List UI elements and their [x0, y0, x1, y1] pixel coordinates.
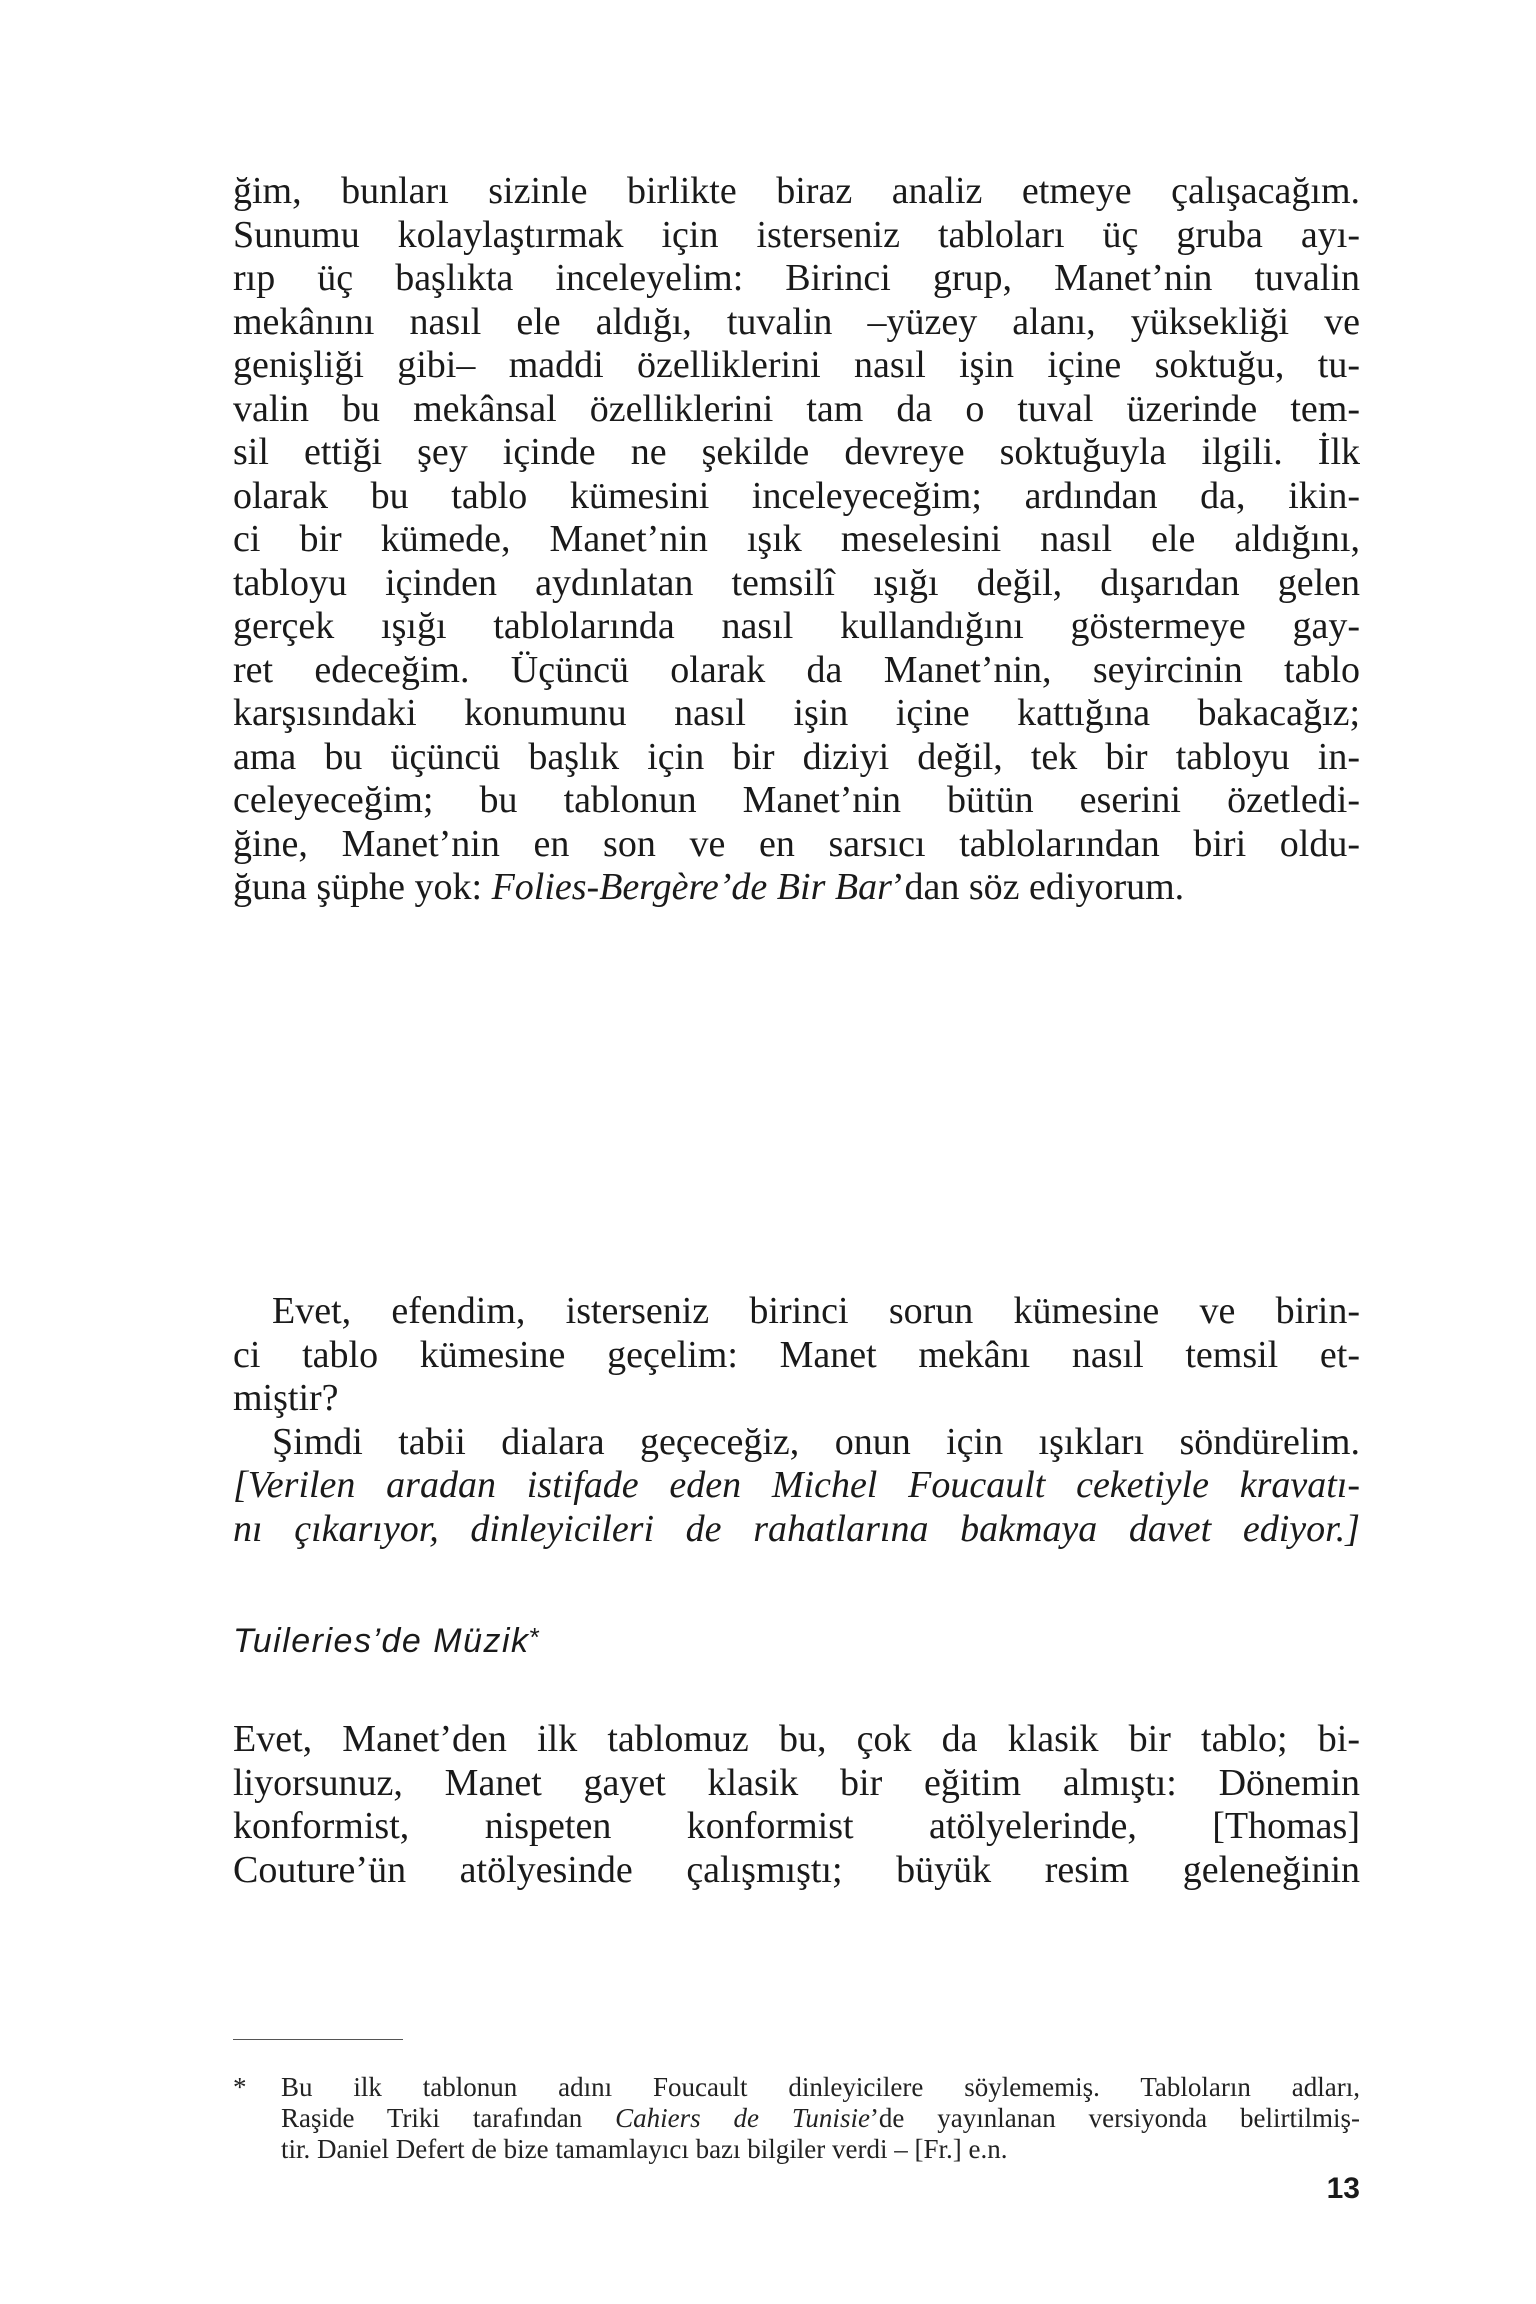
text-line: [233, 866, 1360, 910]
text-run: Raşide Triki tarafından: [281, 2103, 616, 2133]
text-run: ’de yayınlanan versiyonda belirtilmiş-: [869, 2103, 1360, 2133]
text-line: mekânını nasıl ele aldığı, tuvalin –yüzey alanı, yüksekliği ve: [233, 300, 1360, 343]
footnote-divider: [233, 2039, 403, 2040]
text-line: miştir?: [233, 1377, 339, 1419]
text-line: ci bir kümede, Manet’nin ışık meselesini nasıl ele aldığını,: [233, 518, 1360, 560]
text-run: ğuna şüphe yok:: [233, 866, 492, 908]
body-paragraph-2: [233, 1290, 1360, 1551]
text-line: ğim, bunları sizinle birlikte biraz analiz etmeye çalışacağım.: [233, 170, 1360, 212]
footnote-text: [281, 2072, 1360, 2165]
page-number: 13: [1326, 2172, 1360, 2205]
text-line: Sunumu kolaylaştırmak için isterseniz tabloları üç gruba ayı-: [233, 213, 1360, 256]
text-line: Şimdi tabii dialara geçeceğiz, onun için ışıkları söndürelim.: [272, 1420, 1360, 1463]
text-run: ’dan söz ediyorum.: [891, 866, 1185, 908]
footnote-line: [281, 2103, 1360, 2134]
stage-direction-line: nı çıkarıyor, dinleyicileri de rahatlarına bakmaya davet ediyor.]: [233, 1507, 1360, 1550]
text-line: valin bu mekânsal özelliklerini tam da o tuval üzerinde tem-: [233, 387, 1360, 430]
text-line: gerçek ışığı tablolarında nasıl kullandığını göstermeye gay-: [233, 605, 1360, 647]
painting-title: Folies-Bergère’de Bir Bar: [491, 866, 892, 908]
text-line: sil ettiği şey içinde ne şekilde devreye soktuğuyla ilgili. İlk: [233, 431, 1360, 473]
body-paragraph-1: [233, 170, 1360, 910]
text-line: Evet, efendim, isterseniz birinci sorun kümesine ve birin-: [272, 1290, 1360, 1332]
footnote-reference: *: [529, 1622, 542, 1652]
text-line: Couture’ün atölyesinde çalışmıştı; büyük resim geleneğinin: [233, 1848, 1360, 1891]
text-line: liyorsunuz, Manet gayet klasik bir eğitim almıştı: Dönemin: [233, 1761, 1360, 1804]
text-line: ğine, Manet’nin en son ve en sarsıcı tablolarından biri oldu-: [233, 822, 1360, 865]
text-line: tabloyu içinden aydınlatan temsilî ışığı değil, dışarıdan gelen: [233, 561, 1360, 604]
text-line: ci tablo kümesine geçelim: Manet mekânı nasıl temsil et-: [233, 1333, 1360, 1376]
footnote-line: Bu ilk tablonun adını Foucault dinleyicilere söylememiş. Tabloların adları,: [281, 2072, 1360, 2102]
journal-title: Cahiers de Tunisie: [615, 2103, 870, 2133]
section-heading: [233, 1622, 541, 1661]
text-line: ama bu üçüncü başlık için bir diziyi değil, tek bir tabloyu in-: [233, 735, 1360, 778]
stage-direction-line: [Verilen aradan istifade eden Michel Foucault ceketiyle kravatı-: [233, 1464, 1360, 1506]
text-line: karşısındaki konumunu nasıl işin içine kattığına bakacağız;: [233, 692, 1360, 734]
body-paragraph-3: [233, 1718, 1360, 1892]
text-line: ret edeceğim. Üçüncü olarak da Manet’nin, seyircinin tablo: [233, 648, 1360, 691]
text-line: celeyeceğim; bu tablonun Manet’nin bütün eserini özetledi-: [233, 779, 1360, 821]
footnote-mark: *: [233, 2072, 247, 2102]
footnote-line: tir. Daniel Defert de bize tamamlayıcı bazı bilgiler verdi – [Fr.] e.n.: [281, 2134, 1008, 2164]
text-line: Evet, Manet’den ilk tablomuz bu, çok da klasik bir tablo; bi-: [233, 1718, 1360, 1760]
section-heading-text: Tuileries’de Müzik: [233, 1622, 530, 1660]
text-line: konformist, nispeten konformist atölyelerinde, [Thomas]: [233, 1805, 1360, 1847]
text-line: rıp üç başlıkta inceleyelim: Birinci grup, Manet’nin tuvalin: [233, 257, 1360, 299]
text-line: genişliği gibi– maddi özelliklerini nasıl işin içine soktuğu, tu-: [233, 344, 1360, 386]
text-line: olarak bu tablo kümesini inceleyeceğim; ardından da, ikin-: [233, 474, 1360, 517]
